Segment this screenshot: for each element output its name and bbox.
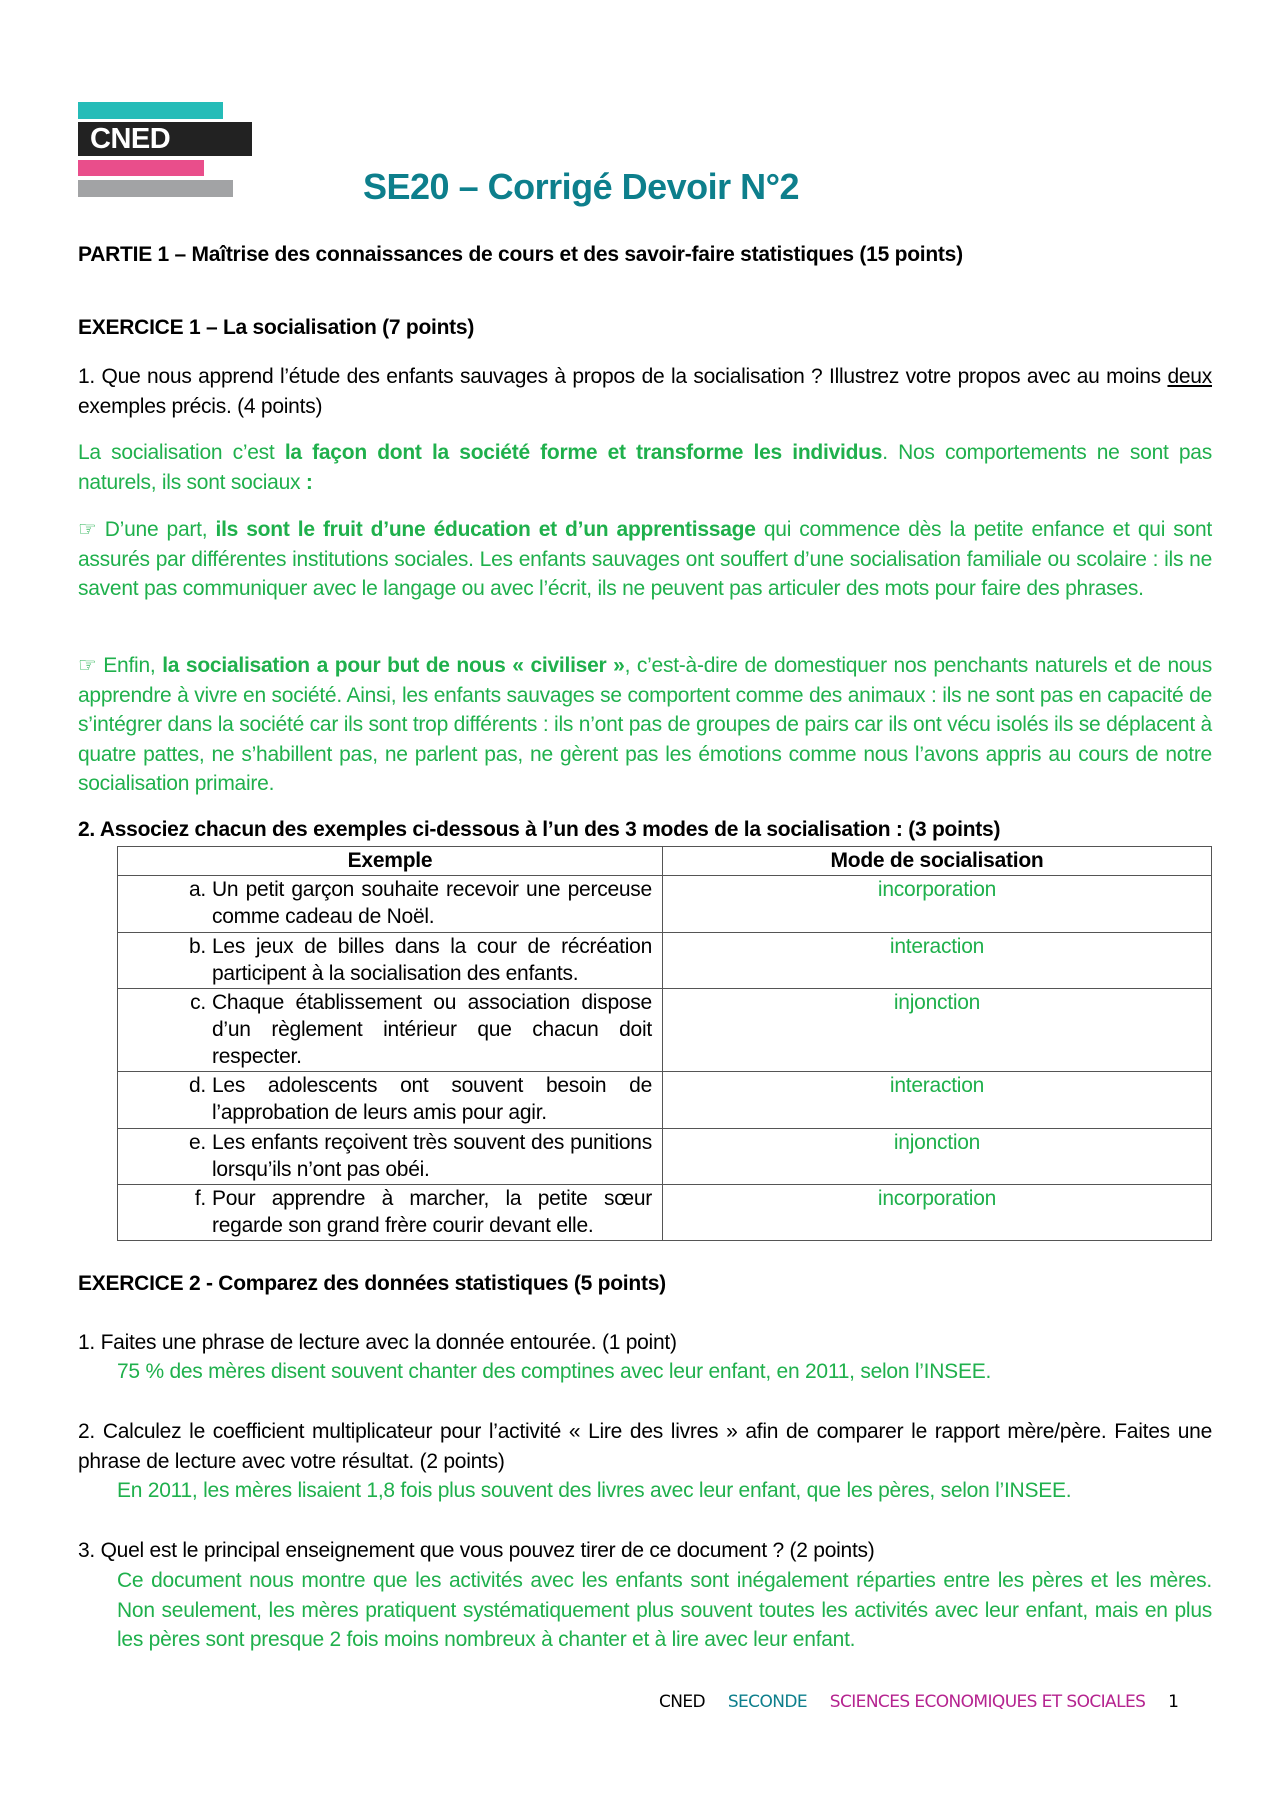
footer-level: SECONDE bbox=[727, 1692, 807, 1712]
header-mode: Mode de socialisation bbox=[663, 847, 1212, 876]
ex2-question-1: 1. Faites une phrase de lecture avec la donnée entourée. (1 point) bbox=[78, 1331, 677, 1354]
row-label: f. bbox=[194, 1187, 206, 1210]
row-mode: injonction bbox=[663, 989, 1212, 1072]
ex1-answer-1-part1: ☞ D’une part, ils sont le fruit d’une éducation et d’un apprentissage qui commence dès la petite enfance et qui sont assurés par différentes institutions sociales. Les enfants sauvages ont souffert d’une socialisation familiale ou scolaire : ils ne savent pas communiquer avec le langage ou avec l’écrit, ils ne peuvent pas articuler des mots pour faire des phrases. bbox=[78, 518, 1212, 600]
ex1-answer-1-part2: ☞ Enfin, la socialisation a pour but de nous « civiliser », c’est-à-dire de domestiquer nos penchants naturels et de nous apprendre à vivre en société. Ainsi, les enfants sauvages se comportent comme des animaux : ils ne sont pas en capacité de s’intégrer dans la société car ils sont trop différents : ils n’ont pas de groupes de pairs car ils ont vécu isolés ils se déplacent à quatre pattes, ne s’habillent pas, ne parlent pas, ne gèrent pas les émotions comme nous l’avons appris au cours de notre socialisation primaire. bbox=[78, 654, 1212, 795]
row-label: a. bbox=[188, 878, 206, 901]
table-row bbox=[118, 1129, 1212, 1185]
row-label: b. bbox=[188, 935, 206, 958]
row-label: d. bbox=[188, 1074, 206, 1097]
ex2-question-2: 2. Calculez le coefficient multiplicateur pour l’activité « Lire des livres » afin de comparer le rapport mère/père. Faites une phrase de lecture avec votre résultat. (2 points) bbox=[78, 1420, 1212, 1473]
page-footer bbox=[659, 1692, 1196, 1712]
footer-subject: SCIENCES ECONOMIQUES ET SOCIALES bbox=[829, 1692, 1146, 1712]
ex2-answer-1: 75 % des mères disent souvent chanter des comptines avec leur enfant, en 2011, selon l’INSEE. bbox=[117, 1360, 992, 1383]
row-example: Pour apprendre à marcher, la petite sœur regarde son grand frère courir devant elle. bbox=[212, 1187, 652, 1237]
logo-text: CNED bbox=[90, 123, 171, 155]
footer-org: CNED bbox=[659, 1692, 706, 1712]
row-label: c. bbox=[190, 991, 206, 1014]
row-mode: incorporation bbox=[663, 1185, 1212, 1241]
row-example: Un petit garçon souhaite recevoir une perceuse comme cadeau de Noël. bbox=[212, 878, 652, 928]
socialisation-table bbox=[117, 846, 1212, 1241]
ex2-question-3: 3. Quel est le principal enseignement que vous pouvez tirer de ce document ? (2 points) bbox=[78, 1539, 875, 1562]
row-mode: interaction bbox=[663, 933, 1212, 989]
partie1-heading: PARTIE 1 – Maîtrise des connaissances de cours et des savoir-faire statistiques (15 points) bbox=[78, 243, 963, 266]
table-header-row bbox=[118, 847, 1212, 876]
pointing-hand-icon: ☞ bbox=[78, 518, 97, 541]
ex1-question-2: 2. Associez chacun des exemples ci-dessous à l’un des 3 modes de la socialisation : (3 points) bbox=[78, 818, 1001, 841]
row-example: Les jeux de billes dans la cour de récréation participent à la socialisation des enfants. bbox=[212, 935, 652, 985]
row-example: Les enfants reçoivent très souvent des punitions lorsqu’ils n’ont pas obéi. bbox=[212, 1131, 652, 1181]
ex2-answer-2: En 2011, les mères lisaient 1,8 fois plus souvent des livres avec leur enfant, que les pères, selon l’INSEE. bbox=[117, 1479, 1072, 1502]
table-row bbox=[118, 1185, 1212, 1241]
table-row bbox=[118, 933, 1212, 989]
ex1-heading: EXERCICE 1 – La socialisation (7 points) bbox=[78, 316, 475, 339]
row-label: e. bbox=[188, 1131, 206, 1154]
ex1-answer-1-intro: La socialisation c’est la façon dont la société forme et transforme les individus. Nos comportements ne sont pas naturels, ils sont sociaux : bbox=[78, 441, 1212, 494]
ex2-heading: EXERCICE 2 - Comparez des données statistiques (5 points) bbox=[78, 1272, 666, 1295]
page-number: 1 bbox=[1168, 1692, 1179, 1712]
header-exemple: Exemple bbox=[118, 847, 663, 876]
table-row bbox=[118, 1072, 1212, 1129]
row-mode: interaction bbox=[663, 1072, 1212, 1129]
ex2-answer-3: Ce document nous montre que les activités avec les enfants sont inégalement réparties entre les pères et les mères. Non seulement, les mères pratiquent systématiquement plus souvent toutes les activités avec leur enfant, mais en plus les pères sont presque 2 fois moins nombreux à chanter et à lire avec leur enfant. bbox=[117, 1569, 1212, 1651]
row-mode: incorporation bbox=[663, 876, 1212, 933]
pointing-hand-icon: ☞ bbox=[78, 654, 97, 677]
table-row bbox=[118, 876, 1212, 933]
ex1-question-1: 1. Que nous apprend l’étude des enfants sauvages à propos de la socialisation ? Illustrez votre propos avec au moins deux exemples précis. (4 points) bbox=[78, 365, 1212, 418]
row-example: Les adolescents ont souvent besoin de l’approbation de leurs amis pour agir. bbox=[212, 1074, 652, 1124]
page-title: SE20 – Corrigé Devoir N°2 bbox=[363, 166, 800, 207]
row-example: Chaque établissement ou association dispose d’un règlement intérieur que chacun doit respecter. bbox=[212, 991, 652, 1068]
table-row bbox=[118, 989, 1212, 1072]
row-mode: injonction bbox=[663, 1129, 1212, 1185]
